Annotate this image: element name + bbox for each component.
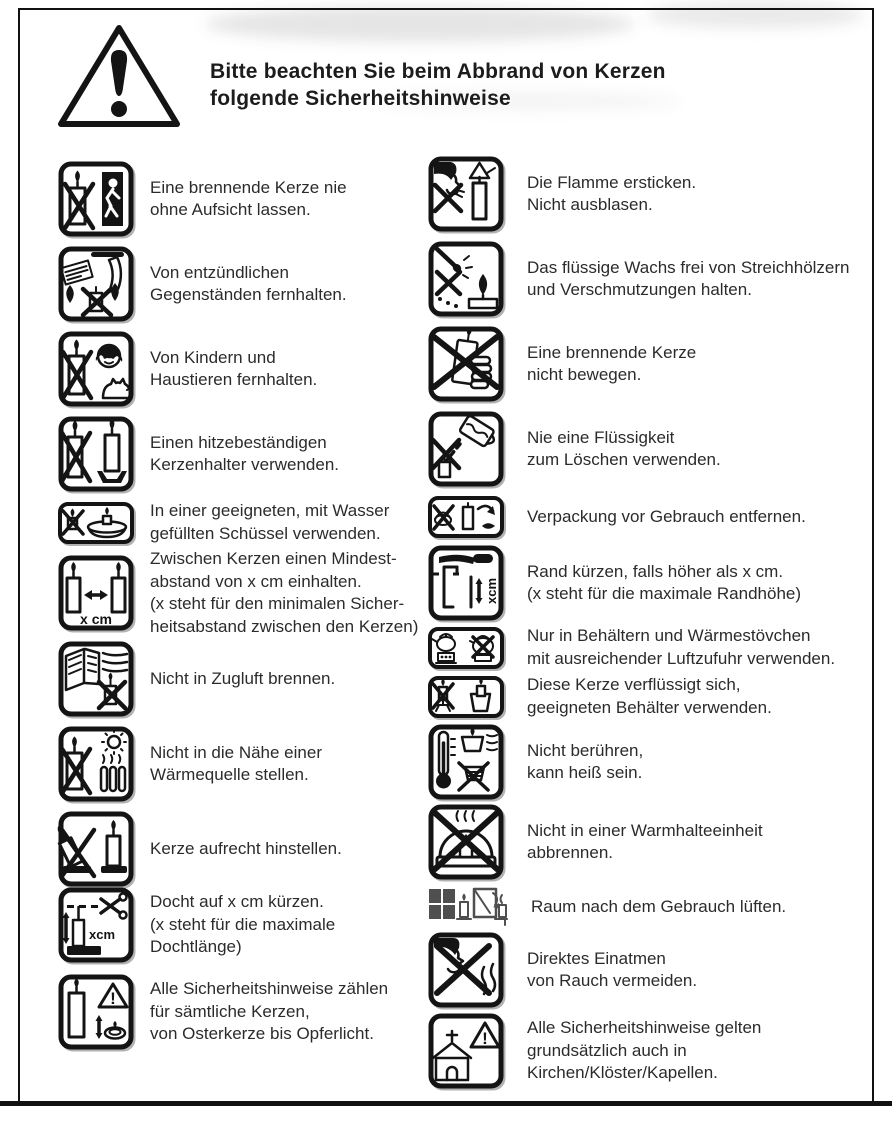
text-line: Rand kürzen, falls höher als x cm. (527, 561, 784, 581)
text-line: Wärmequelle stellen. (150, 765, 309, 784)
text-line: Verpackung vor Gebrauch entfernen. (527, 506, 806, 526)
text-line: geeigneten Behälter verwenden. (527, 697, 772, 717)
minimum-distance-icon (57, 554, 135, 632)
water-filled-bowl-icon (57, 501, 135, 545)
safety-item (57, 330, 317, 408)
safety-item (57, 810, 342, 888)
text-line: Die Flamme ersticken. (527, 172, 697, 192)
no-liquid-to-extinguish-icon (427, 410, 505, 488)
text-line: Alle Sicherheitshinweise zählen (150, 979, 389, 999)
icon-label: xcm (484, 577, 499, 605)
text-line: für sämtliche Kerzen, (150, 1001, 310, 1021)
warning-triangle-icon (53, 20, 185, 132)
safety-text (527, 342, 696, 387)
safety-item (427, 495, 806, 539)
safety-item (427, 803, 763, 881)
text-line: Nicht ausblasen. (527, 195, 653, 214)
page-title-line1: Bitte beachten Sie beim Abbrand von Kerzen (210, 60, 666, 83)
safety-item (427, 544, 801, 622)
safety-text (150, 548, 418, 638)
applies-to-all-candles-icon (57, 973, 135, 1051)
text-line: Nicht in Zugluft brennen. (150, 668, 336, 688)
ventilate-room-icon (427, 885, 509, 929)
text-line: Dochtlänge) (150, 937, 242, 957)
text-line: und Verschmutzungen halten. (527, 280, 752, 299)
safety-item (427, 410, 721, 488)
text-line: kann heiß sein. (527, 763, 643, 782)
text-line: zum Löschen verwenden. (527, 450, 721, 469)
text-line: Zwischen Kerzen einen Mindest- (150, 549, 397, 568)
safety-item (57, 725, 322, 803)
text-line: Direktes Einatmen (527, 948, 666, 968)
safety-item (57, 886, 335, 964)
candle-upright-icon (57, 810, 135, 888)
do-not-move-burning-candle-icon (427, 325, 505, 403)
text-line: Nur in Behältern und Wärmestövchen (527, 626, 811, 645)
safety-text (527, 506, 806, 529)
safety-text (527, 625, 835, 670)
safety-text (150, 262, 347, 307)
text-line: Diese Kerze verflüssigt sich, (527, 675, 741, 694)
safety-text (527, 948, 697, 993)
safety-text (150, 347, 317, 392)
keep-from-flammables-icon (57, 245, 135, 323)
text-line: Kerze aufrecht hinstellen. (150, 838, 342, 858)
page-border-right (872, 8, 874, 1101)
safety-item (427, 723, 643, 801)
safety-item (427, 931, 697, 1009)
exclamation-glyph: ! (110, 989, 116, 1008)
use-ventilated-holders-icon (427, 626, 505, 670)
safety-text (150, 432, 339, 477)
heat-resistant-holder-icon (57, 415, 135, 493)
safety-item (427, 240, 850, 318)
safety-text (527, 172, 696, 217)
text-line: Von entzündlichen (150, 262, 289, 282)
text-line: Raum nach dem Gebrauch lüften. (531, 896, 787, 916)
text-line: Nicht in einer Warmhalteeinheit (527, 820, 763, 840)
safety-text (150, 891, 335, 959)
text-line: Docht auf x cm kürzen. (150, 892, 324, 912)
safety-item (427, 625, 835, 670)
icon-label: x cm (80, 611, 112, 627)
safety-item (57, 973, 388, 1051)
text-line: Einen hitzebeständigen (150, 432, 327, 452)
icon-label: xcm (89, 927, 116, 942)
trim-rim-icon (427, 544, 505, 622)
safety-text (150, 177, 347, 222)
safety-item (427, 674, 772, 719)
keep-from-children-pets-icon (57, 330, 135, 408)
text-line: Haustieren fernhalten. (150, 370, 318, 389)
safety-text (527, 820, 763, 865)
remove-packaging-icon (427, 495, 505, 539)
text-line: Alle Sicherheitshinweise gelten (527, 1018, 762, 1038)
page-border-bottom (0, 1101, 892, 1106)
safety-text (527, 561, 801, 606)
do-not-touch-hot-icon (427, 723, 505, 801)
candle-liquefies-icon (427, 675, 505, 719)
text-line: Kirchen/Klöster/Kapellen. (527, 1063, 718, 1083)
no-smoke-inhalation-icon (427, 931, 505, 1009)
no-draft-icon (57, 640, 135, 718)
text-line: Kerzenhalter verwenden. (150, 455, 340, 474)
no-heat-source-icon (57, 725, 135, 803)
text-line: nicht bewegen. (527, 365, 642, 384)
safety-item (57, 415, 339, 493)
safety-text (527, 257, 850, 302)
keep-wax-clean-icon (427, 240, 505, 318)
safety-text (527, 1017, 761, 1085)
safety-item (427, 155, 696, 233)
safety-text (150, 838, 342, 861)
safety-item (57, 245, 347, 323)
safety-item (427, 1012, 761, 1090)
scan-artifact (205, 6, 635, 42)
text-line: abbrennen. (527, 843, 614, 862)
safety-text (527, 674, 772, 719)
safety-item (57, 160, 347, 238)
page-title (210, 58, 666, 112)
trim-wick-icon (57, 886, 135, 964)
no-food-warmer-icon (427, 803, 505, 881)
text-line: ohne Aufsicht lassen. (150, 200, 311, 219)
text-line: (x steht für die maximale (150, 914, 336, 934)
text-line: Das flüssige Wachs frei von Streichhölzern (527, 257, 850, 277)
no-unattended-candle-icon (57, 160, 135, 238)
text-line: In einer geeigneten, mit Wasser (150, 501, 390, 520)
safety-item (57, 500, 389, 545)
smother-flame-icon (427, 155, 505, 233)
text-line: Von Kindern und (150, 347, 276, 367)
page-border-left (18, 8, 20, 1101)
text-line: grundsätzlich auch in (527, 1040, 687, 1060)
safety-text (527, 740, 643, 785)
safety-item (57, 640, 335, 718)
safety-text (527, 427, 721, 472)
text-line: von Rauch vermeiden. (527, 971, 698, 990)
text-line: Eine brennende Kerze nie (150, 177, 347, 197)
safety-text (150, 668, 335, 691)
applies-in-churches-icon (427, 1012, 505, 1090)
text-line: heitsabstand zwischen den Kerzen) (150, 616, 419, 636)
safety-item (427, 325, 696, 403)
text-line: Nicht in die Nähe einer (150, 742, 322, 762)
text-line: von Osterkerze bis Opferlicht. (150, 1024, 374, 1044)
safety-text (531, 896, 786, 919)
text-line: Nie eine Flüssigkeit (527, 427, 675, 447)
exclamation-glyph: ! (482, 1029, 488, 1048)
text-line: Eine brennende Kerze (527, 342, 697, 362)
text-line: gefüllten Schüssel verwenden. (150, 523, 381, 543)
text-line: (x steht für den minimalen Sicher- (150, 594, 405, 613)
text-line: (x steht für die maximale Randhöhe) (527, 584, 802, 603)
scan-artifact (645, 2, 865, 28)
safety-text (150, 742, 322, 787)
safety-item (57, 548, 418, 638)
safety-item (427, 885, 786, 929)
page-title-line2: folgende Sicherheitshinweise (210, 87, 511, 110)
text-line: abstand von x cm einhalten. (150, 571, 362, 591)
text-line: mit ausreichender Luftzufuhr verwenden. (527, 648, 836, 668)
safety-text (150, 500, 389, 545)
text-line: Nicht berühren, (527, 740, 644, 760)
text-line: Gegenständen fernhalten. (150, 285, 347, 304)
safety-text (150, 978, 388, 1046)
